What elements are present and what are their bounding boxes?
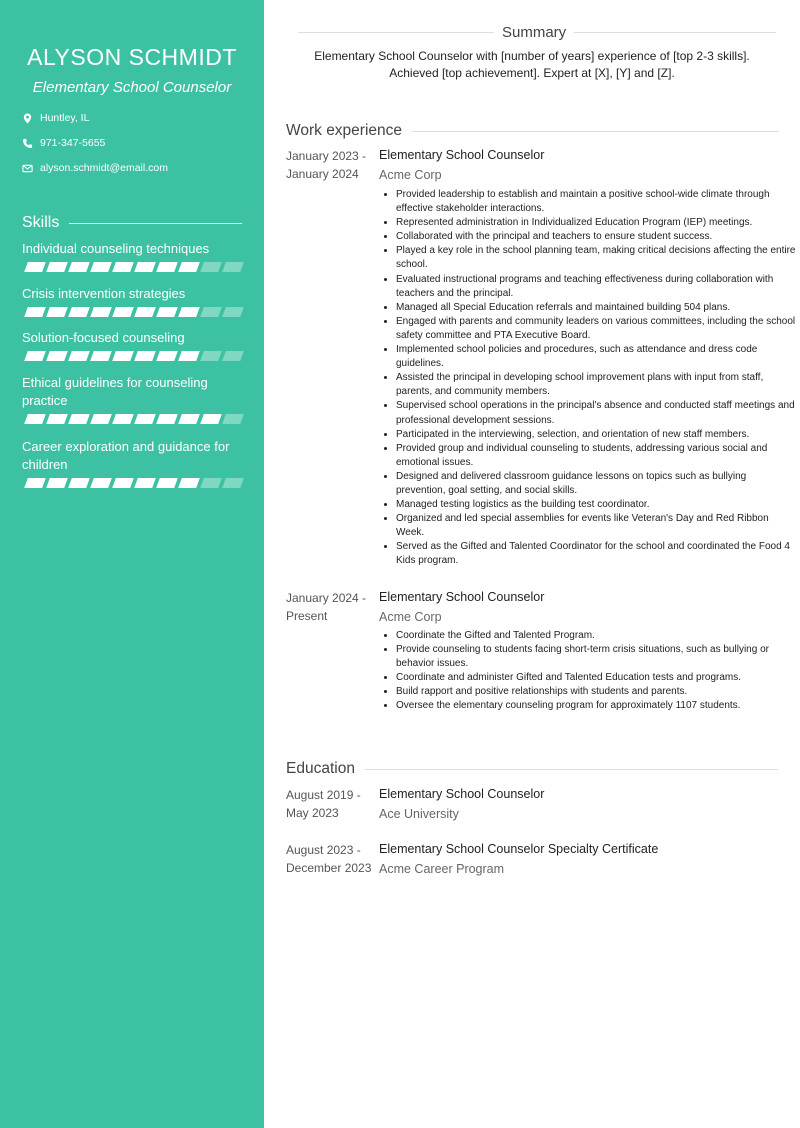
summary-text: Elementary School Counselor with [number of years] experience of [top 2-3 skills]. Achieved [top achievement]. Expert at [X], [Y] and [Z]. xyxy=(314,49,750,80)
map-pin-icon xyxy=(22,113,33,124)
date-start: August 2023 - xyxy=(286,843,361,857)
main-content xyxy=(264,0,800,1128)
bullet-item: • Designed and delivered classroom guidance lessons on topics such as bullying prevention, goal setting, and social skills. xyxy=(396,470,796,498)
skill-segment-filled xyxy=(90,414,112,424)
skill-segment-filled xyxy=(68,262,90,272)
sidebar xyxy=(0,0,264,1128)
skill-item xyxy=(22,285,244,317)
skill-segment-filled xyxy=(134,307,156,317)
summary-heading xyxy=(298,24,776,41)
skill-segment-filled xyxy=(24,307,46,317)
skill-item xyxy=(22,438,244,488)
skill-segment-filled xyxy=(90,307,112,317)
skill-segment-empty xyxy=(222,478,244,488)
education-date xyxy=(286,786,376,822)
work-date xyxy=(286,589,376,625)
education-heading-text: Education xyxy=(286,760,355,777)
skill-name: Individual counseling techniques xyxy=(22,241,210,256)
skill-segment-filled xyxy=(24,414,46,424)
bullet-item: • Served as the Gifted and Talented Coordinator for the school and coordinated the Food 4 Kids program. xyxy=(396,540,796,568)
date-end: January 2024 xyxy=(286,167,359,181)
contact-email-text: alyson.schmidt@email.com xyxy=(40,162,168,174)
bullet-item: • Oversee the elementary counseling program for approximately 1107 students. xyxy=(396,699,796,713)
skill-segment-filled xyxy=(112,478,134,488)
skill-level-bar xyxy=(22,414,244,424)
institution: Ace University xyxy=(379,807,459,821)
skill-name: Career exploration and guidance for children xyxy=(22,439,230,472)
skill-segment-filled xyxy=(24,478,46,488)
job-title: Elementary School Counselor xyxy=(379,590,545,604)
envelope-icon xyxy=(22,163,33,174)
skill-segment-filled xyxy=(112,414,134,424)
job-bullets xyxy=(379,188,796,569)
skills-heading-text: Skills xyxy=(22,214,60,231)
bullet-item: • Represented administration in Individualized Education Program (IEP) meetings. xyxy=(396,216,796,230)
job-title: Elementary School Counselor xyxy=(379,148,545,162)
contact-location-text: Huntley, IL xyxy=(40,112,90,124)
skill-level-bar xyxy=(22,307,244,317)
skill-segment-filled xyxy=(46,351,68,361)
education-date xyxy=(286,841,376,877)
bullet-item: • Engaged with parents and community leaders on various committees, including the school safety committee and PTA Executive Board. xyxy=(396,315,796,343)
skill-name: Ethical guidelines for counseling practice xyxy=(22,375,208,408)
work-date xyxy=(286,147,376,183)
skill-segment-filled xyxy=(112,262,134,272)
bullet-item: • Coordinate and administer Gifted and Talented Education tests and programs. xyxy=(396,671,796,685)
skill-item xyxy=(22,374,244,424)
skill-segment-filled xyxy=(178,478,200,488)
contact-phone-text: 971-347-5655 xyxy=(40,137,106,149)
work-heading xyxy=(286,122,778,140)
skill-segment-filled xyxy=(90,478,112,488)
bullet-item: • Supervised school operations in the principal's absence and conducted staff meetings and professional development sessions. xyxy=(396,399,796,427)
date-end: Present xyxy=(286,609,328,623)
skill-segment-filled xyxy=(134,351,156,361)
skill-segment-filled xyxy=(68,351,90,361)
skill-level-bar xyxy=(22,478,244,488)
bullet-item: • Provided group and individual counseling to students, addressing various social and emotional issues. xyxy=(396,442,796,470)
bullet-item: • Organized and led special assemblies for events like Veteran's Day and Red Ribbon Week. xyxy=(396,512,796,540)
contact-phone[interactable] xyxy=(22,137,105,149)
work-heading-rule xyxy=(412,131,778,132)
bullet-item: • Collaborated with the principal and teachers to ensure student success. xyxy=(396,230,796,244)
bullet-item: • Coordinate the Gifted and Talented Program. xyxy=(396,629,796,643)
phone-icon xyxy=(22,138,33,149)
skill-segment-filled xyxy=(178,262,200,272)
skill-name: Solution-focused counseling xyxy=(22,330,185,345)
bullet-item: • Provided leadership to establish and maintain a positive school-wide climate through effective stakeholder interactions. xyxy=(396,188,796,216)
bullet-item: • Build rapport and positive relationships with students and parents. xyxy=(396,685,796,699)
company: Acme Corp xyxy=(379,610,442,624)
skill-segment-filled xyxy=(46,478,68,488)
skill-segment-filled xyxy=(156,351,178,361)
skill-segment-filled xyxy=(178,307,200,317)
skill-segment-filled xyxy=(156,307,178,317)
skill-segment-filled xyxy=(24,351,46,361)
skill-item xyxy=(22,329,244,361)
skill-segment-filled xyxy=(134,478,156,488)
job-bullets xyxy=(379,629,796,714)
company: Acme Corp xyxy=(379,168,442,182)
bullet-item: • Assisted the principal in developing school improvement plans with input from staff, parents, and community members. xyxy=(396,371,796,399)
skill-segment-filled xyxy=(46,307,68,317)
date-end: May 2023 xyxy=(286,806,339,820)
education-heading-rule xyxy=(365,769,778,770)
bullet-item: • Implemented school policies and procedures, such as attendance and dress code guidelines. xyxy=(396,343,796,371)
date-start: January 2024 - xyxy=(286,591,367,605)
degree-title: Elementary School Counselor Specialty Certificate xyxy=(379,842,659,856)
skill-segment-empty xyxy=(222,414,244,424)
work-heading-text: Work experience xyxy=(286,122,403,139)
skill-segment-filled xyxy=(90,351,112,361)
bullet-item: • Managed testing logistics as the building test coordinator. xyxy=(396,498,796,512)
summary-rule-right xyxy=(574,32,776,33)
skill-segment-filled xyxy=(200,414,222,424)
skill-level-bar xyxy=(22,351,244,361)
skill-segment-filled xyxy=(46,262,68,272)
skill-segment-filled xyxy=(134,414,156,424)
skill-item xyxy=(22,240,244,272)
bullet-item: • Evaluated instructional programs and teaching effectiveness during collaboration with teachers and the principal. xyxy=(396,273,796,301)
summary-heading-text: Summary xyxy=(502,24,567,41)
skill-segment-empty xyxy=(200,478,222,488)
skill-segment-filled xyxy=(90,262,112,272)
skill-segment-filled xyxy=(156,262,178,272)
skill-segment-filled xyxy=(112,351,134,361)
bullet-item: • Participated in the interviewing, selection, and orientation of new staff members. xyxy=(396,428,796,442)
skill-segment-filled xyxy=(68,414,90,424)
skill-segment-filled xyxy=(156,414,178,424)
skill-segment-filled xyxy=(46,414,68,424)
skill-segment-empty xyxy=(200,307,222,317)
education-heading xyxy=(286,760,778,778)
skill-segment-empty xyxy=(200,351,222,361)
skill-segment-filled xyxy=(134,262,156,272)
skill-segment-empty xyxy=(222,351,244,361)
skills-heading-rule xyxy=(69,223,242,224)
skill-segment-filled xyxy=(24,262,46,272)
skill-segment-empty xyxy=(222,262,244,272)
skill-level-bar xyxy=(22,262,244,272)
skill-segment-filled xyxy=(178,351,200,361)
bullet-item: • Provide counseling to students facing short-term crisis situations, such as bullying or behavior issues. xyxy=(396,643,796,671)
summary-rule-left xyxy=(298,32,494,33)
date-start: January 2023 - xyxy=(286,149,367,163)
skill-segment-filled xyxy=(68,478,90,488)
skill-segment-filled xyxy=(156,478,178,488)
skill-name: Crisis intervention strategies xyxy=(22,286,186,301)
skill-segment-filled xyxy=(112,307,134,317)
skill-segment-empty xyxy=(222,307,244,317)
degree-title: Elementary School Counselor xyxy=(379,787,545,801)
skill-segment-filled xyxy=(178,414,200,424)
skill-segment-filled xyxy=(68,307,90,317)
bullet-item: • Managed all Special Education referrals and maintained building 504 plans. xyxy=(396,301,796,315)
person-name: ALYSON SCHMIDT xyxy=(27,44,237,70)
institution: Acme Career Program xyxy=(379,862,505,876)
contact-location xyxy=(22,112,89,124)
person-title: Elementary School Counselor xyxy=(32,79,232,96)
skills-heading xyxy=(22,214,242,232)
date-start: August 2019 - xyxy=(286,788,361,802)
bullet-item: • Played a key role in the school planning team, making critical decisions affecting the entire school. xyxy=(396,244,796,272)
date-end: December 2023 xyxy=(286,861,372,875)
contact-email[interactable] xyxy=(22,162,168,174)
skill-segment-empty xyxy=(200,262,222,272)
